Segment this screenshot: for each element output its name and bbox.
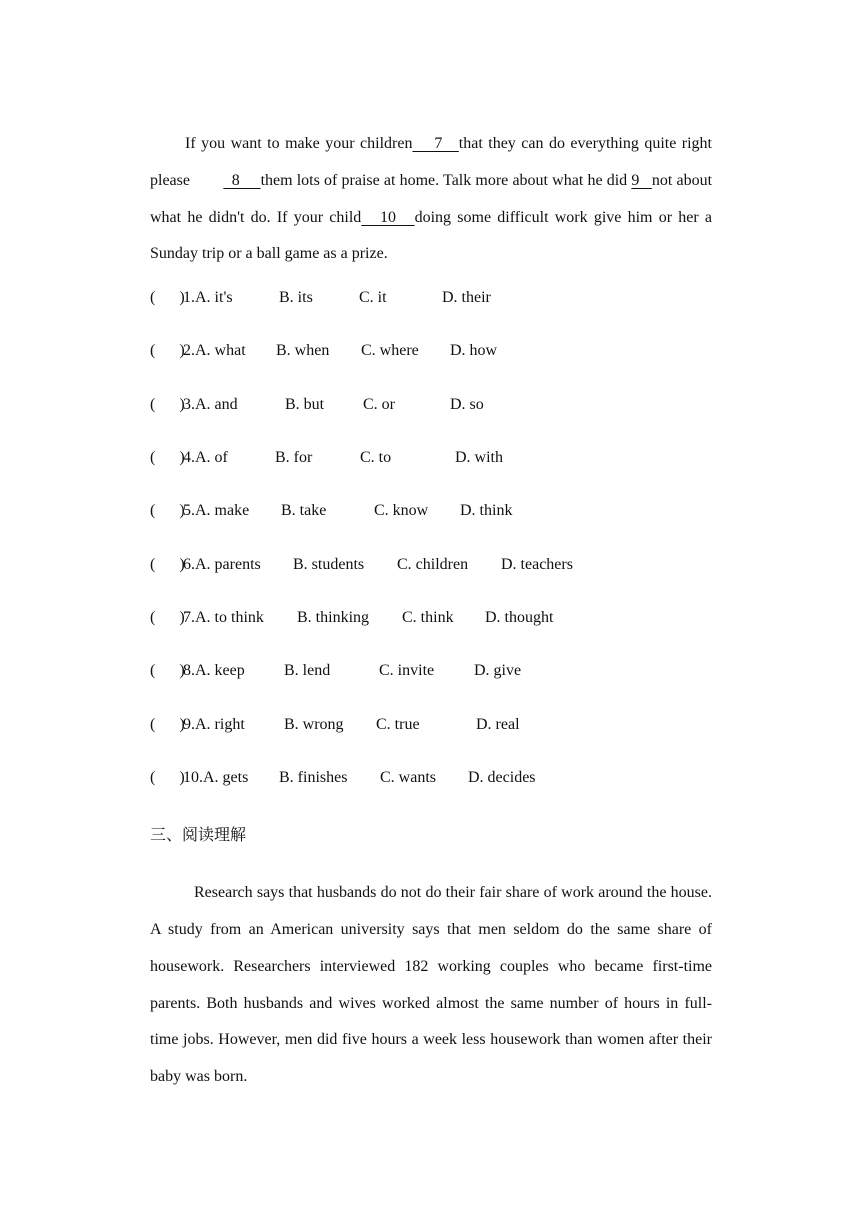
option-row-9 [150, 716, 712, 769]
answer-paren[interactable]: ( ) [150, 449, 185, 467]
option-b: B. wrong [284, 715, 344, 733]
option-a: A. of [195, 449, 228, 467]
option-d: D. give [474, 662, 522, 680]
blank-9: 9 [631, 171, 652, 189]
option-b: B. but [285, 395, 325, 413]
option-row-2 [150, 342, 712, 395]
question-number: 6. [183, 555, 195, 573]
cloze-text: that they can do everything quite right please [150, 135, 713, 189]
option-c: C. it [359, 289, 387, 307]
option-a: A. gets [203, 768, 249, 786]
question-number: 3. [183, 395, 195, 413]
cloze-text: them lots of praise at home. Talk more about what he did [260, 171, 632, 189]
option-a: A. keep [195, 662, 245, 680]
option-d: D. how [450, 342, 498, 360]
question-number: 7. [183, 608, 195, 626]
option-a: A. what [195, 342, 246, 360]
option-b: B. lend [284, 662, 331, 680]
cloze-passage [150, 126, 712, 273]
option-b: B. take [281, 502, 327, 520]
option-d: D. their [442, 289, 491, 307]
option-row-3 [150, 396, 712, 449]
option-b: B. for [275, 449, 313, 467]
answer-paren[interactable]: ( ) [150, 502, 185, 520]
option-c: C. invite [379, 662, 435, 680]
option-a: A. right [195, 715, 245, 733]
document-page [150, 126, 712, 1096]
option-c: C. wants [380, 768, 436, 786]
option-d: D. with [455, 449, 503, 467]
question-number: 9. [183, 715, 195, 733]
question-number: 8. [183, 662, 195, 680]
options-list [150, 289, 712, 822]
answer-paren[interactable]: ( ) [150, 715, 185, 733]
answer-paren[interactable]: ( ) [150, 662, 185, 680]
blank-7: 7 [412, 135, 459, 152]
answer-paren[interactable]: ( ) [150, 768, 185, 786]
option-c: C. or [363, 395, 395, 413]
option-c: C. to [360, 449, 392, 467]
option-d: D. real [476, 715, 520, 733]
question-number: 10. [183, 768, 203, 786]
answer-paren[interactable]: ( ) [150, 289, 185, 307]
cloze-text: not about what he didn't do. If your child [150, 171, 713, 226]
option-row-6 [150, 556, 712, 609]
option-d: D. decides [468, 768, 536, 786]
option-d: D. think [460, 502, 513, 520]
cloze-text: doing some difficult work give him or her a Sunday trip or a ball game as a prize. [150, 208, 713, 263]
gap [190, 172, 223, 189]
option-a: A. parents [195, 555, 261, 573]
answer-paren[interactable]: ( ) [150, 395, 185, 413]
question-number: 2. [183, 342, 195, 360]
reading-text: Research says that husbands do not do their fair share of work around the house. A study from an American university says that men seldom do the same share of housework. Researchers interviewed 182 working couples who became first-time parents. Both husbands and wives worked almost the same number of hours in full-time jobs. However, men did five hours a week less housework than women after their baby was born. [150, 884, 712, 1086]
question-number: 5. [183, 502, 195, 520]
option-c: C. children [397, 555, 469, 573]
option-row-7 [150, 609, 712, 662]
question-number: 4. [183, 449, 195, 467]
option-row-8 [150, 662, 712, 715]
option-d: D. teachers [501, 555, 573, 573]
option-b: B. its [279, 289, 313, 307]
option-row-5 [150, 502, 712, 555]
option-b: B. when [276, 342, 330, 360]
option-a: A. and [195, 395, 238, 413]
option-b: B. students [293, 555, 365, 573]
option-c: C. where [361, 342, 419, 360]
option-c: C. think [402, 608, 454, 626]
option-a: A. make [195, 502, 250, 520]
option-b: B. thinking [297, 608, 370, 626]
reading-passage [150, 875, 712, 1096]
blank-10: 10 [361, 208, 415, 226]
option-c: C. true [376, 715, 420, 733]
answer-paren[interactable]: ( ) [150, 555, 185, 573]
option-c: C. know [374, 502, 429, 520]
option-row-4 [150, 449, 712, 502]
answer-paren[interactable]: ( ) [150, 342, 185, 360]
option-a: A. it's [195, 289, 233, 307]
option-d: D. so [450, 395, 484, 413]
question-number: 1. [183, 289, 195, 307]
option-row-1 [150, 289, 712, 342]
option-b: B. finishes [279, 768, 348, 786]
option-a: A. to think [195, 608, 264, 626]
option-d: D. thought [485, 608, 554, 626]
answer-paren[interactable]: ( ) [150, 608, 185, 626]
option-row-10 [150, 769, 712, 822]
cloze-text: If you want to make your children [185, 135, 413, 152]
section-heading: 三、阅读理解 [150, 825, 247, 845]
blank-8: 8 [223, 171, 261, 189]
